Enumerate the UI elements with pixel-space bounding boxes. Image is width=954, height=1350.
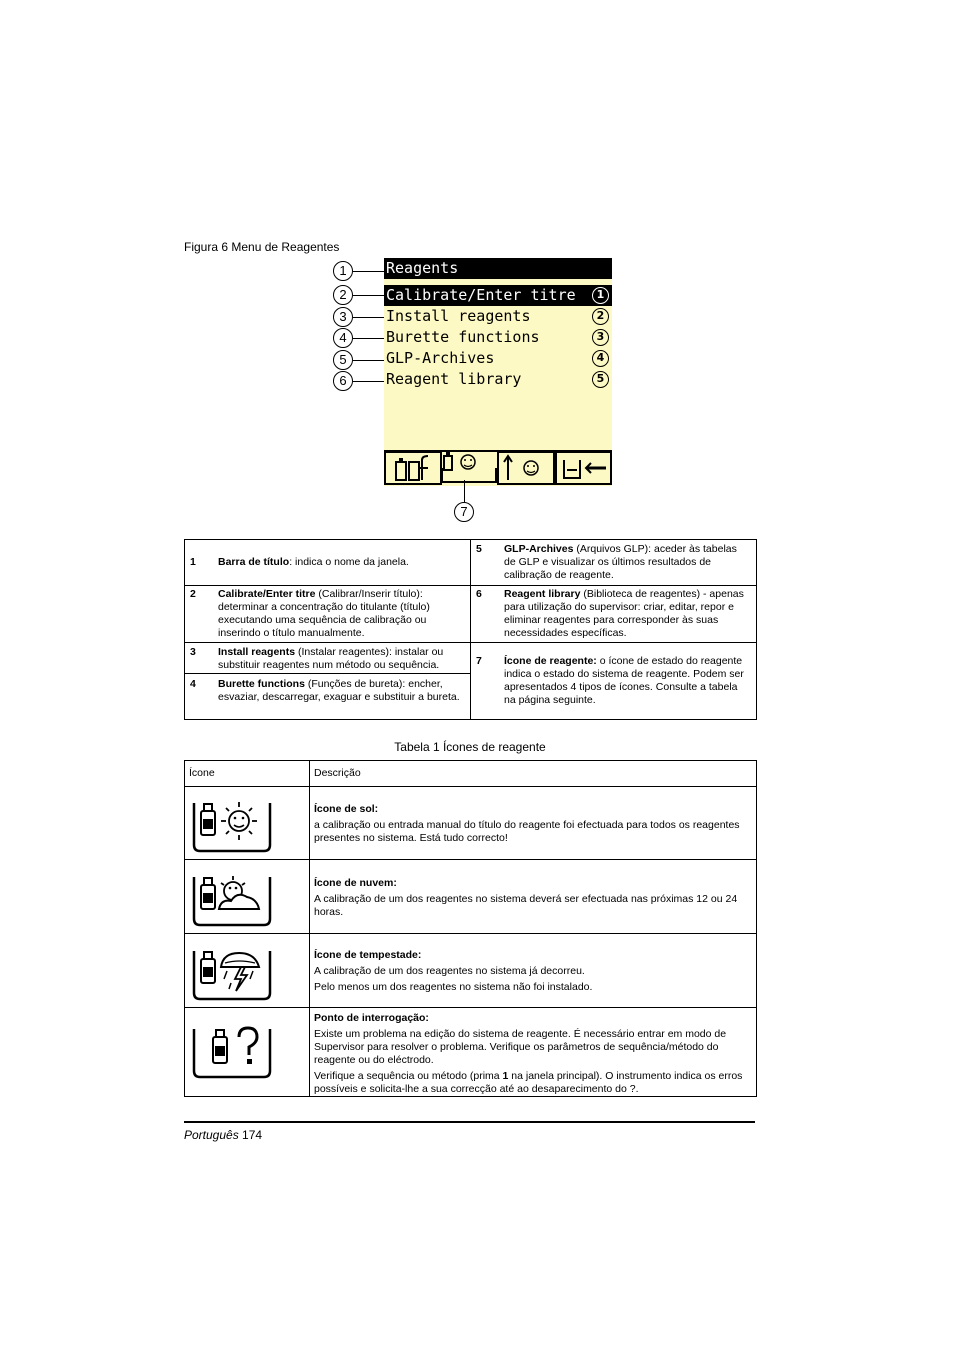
lcd-screen [384, 258, 612, 486]
callout-1: 1 [333, 261, 353, 281]
lcd-softkey-bar [384, 450, 612, 486]
column-header-icon: Ícone [189, 767, 215, 779]
column-header-description: Descrição [314, 767, 361, 779]
softkey-methods-icon[interactable] [385, 452, 441, 484]
menu-item-reagent-library[interactable] [384, 369, 612, 390]
page-footer [184, 1128, 262, 1142]
description-cloud: Ícone de nuvem: A calibração de um dos reagentes no sistema deverá ser efectuada nas próximas 12 ou 24 horas. [314, 877, 738, 918]
callout-3: 3 [333, 307, 353, 327]
menu-item-burette-functions[interactable] [384, 327, 612, 348]
key-1: 1 [502, 1070, 509, 1082]
menu-item-number: 1 [592, 287, 609, 304]
callout-5: 5 [333, 350, 353, 370]
softkey-reagent-icon[interactable] [442, 452, 496, 482]
menu-item-number: 4 [592, 350, 609, 367]
description-question: Ponto de interrogação: Existe um problema na edição do sistema de reagente. É necessário entrar em modo de Supervisor para resolver o problema. Verifique os parâmetros de sequência/método do reagente ou do eléctrodo. Verifique a sequência ou método (prima 1 na janela principal). O instrumento indica os erros possíveis e solicita-lhe a sua correcção até ao desaparecimento do ?. [314, 1012, 743, 1095]
storm-icon [191, 945, 273, 1001]
softkey-burette-calibration-icon[interactable] [498, 452, 554, 484]
menu-item-label: Reagent library [386, 370, 522, 388]
description-sun: Ícone de sol: a calibração ou entrada manual do título do reagente foi efectuada para todos os reagentes presentes no sistema. Está tudo correcto! [314, 803, 740, 844]
menu-item-install-reagents[interactable] [384, 306, 612, 327]
menu-item-glp-archives[interactable] [384, 348, 612, 369]
footer-rule [184, 1121, 755, 1123]
menu-item-number: 5 [592, 371, 609, 388]
legend-table: 1 Barra de título: indica o nome da janela. 2 Calibrate/Enter titre (Calibrar/Inserir título): determinar a concentração do titulante (título) executando uma sequência de calibração ou inserindo o título manualmente. 3 Install reagents (Instalar reagentes): instalar ou substituir reagentes num método ou sequência. 4 Burette functions (Funções de bureta): encher, esvaziar, descarregar, exaguar e substituir a bureta. 5 GLP-Archives (Arquivos GLP): aceder às tabelas de GLP e visualizar os últimos resultados de calibração de reagente. 6 Reagent library (Biblioteca de reagentes) - apenas para utilização do supervisor: criar, editar, repor e eliminar reagentes para corresponder às suas necessidades específicas. 7 Ícone de reagente: o ícone de estado do reagente indica o estado do sistema de reagente. Podem ser apresentados 4 tipos de ícones. Consulte a tabela na página seguinte. [184, 539, 757, 720]
lcd-title-bar: Reagents [384, 258, 612, 279]
callout-4: 4 [333, 328, 353, 348]
figure-caption: Figura 6 Menu de Reagentes [184, 240, 340, 254]
menu-item-label: GLP-Archives [386, 349, 495, 367]
callout-7: 7 [454, 502, 474, 522]
cloud-icon [191, 871, 273, 927]
menu-item-label: Install reagents [386, 307, 531, 325]
callout-6: 6 [333, 371, 353, 391]
callout-2: 2 [333, 285, 353, 305]
menu-item-calibrate[interactable] [384, 285, 612, 306]
menu-item-number: 2 [592, 308, 609, 325]
page-number: 174 [242, 1128, 263, 1142]
menu-item-number: 3 [592, 329, 609, 346]
menu-item-label: Burette functions [386, 328, 540, 346]
footer-language: Português [184, 1128, 239, 1142]
sun-icon [191, 797, 273, 853]
softkey-back-icon[interactable] [556, 452, 611, 484]
table-caption: Tabela 1 Ícones de reagente [394, 740, 546, 754]
question-icon [191, 1023, 273, 1079]
icons-table [184, 760, 757, 1097]
menu-item-label: Calibrate/Enter titre [386, 286, 576, 304]
description-storm: Ícone de tempestade: A calibração de um dos reagentes no sistema já decorreu. Pelo menos um dos reagentes no sistema não foi instalado. [314, 949, 593, 993]
